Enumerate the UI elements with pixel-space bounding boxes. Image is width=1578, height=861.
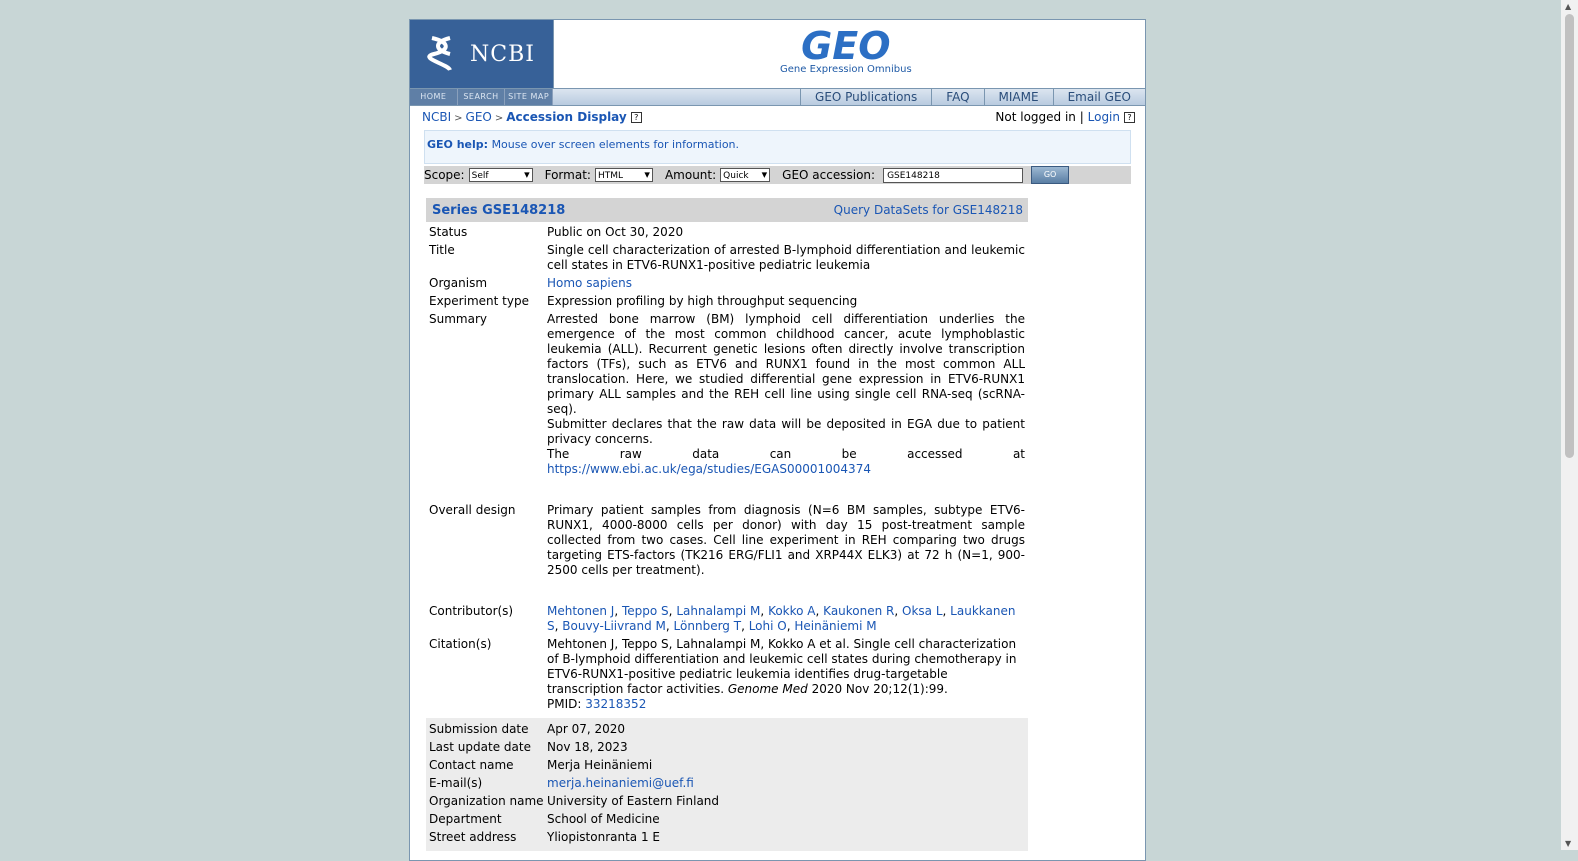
row-summary <box>426 309 1028 500</box>
breadcrumb-sep: > <box>454 113 463 124</box>
summary-value <box>547 312 1025 500</box>
field-label: Street address <box>429 830 517 844</box>
row-department <box>426 809 1028 827</box>
row-submission-date <box>426 719 1028 737</box>
organism-link[interactable]: Homo sapiens <box>547 276 633 290</box>
help-label: GEO help: <box>427 138 489 151</box>
contributors-value: Mehtonen J, Teppo S, Lahnalampi M, Kokko A, Kaukonen R, Oksa L, Laukkanen S, Bouvy-Liivrand M, Lönnberg T, Lohi O, Heinäniemi M <box>547 604 1016 633</box>
nav-site-map[interactable]: SITE MAP <box>505 89 553 105</box>
field-label: E-mail(s) <box>429 776 483 790</box>
field-label: Summary <box>429 312 487 326</box>
citation-text: Mehtonen J, Teppo S, Lahnalampi M, Kokko A et al. Single cell characterization of B-lymphoid differentiation and leukemic cell states during chemotherapy in ETV6-RUNX1-positive pediatric leukemia identifies drug-targetable transcription factor activities. <box>547 637 1017 696</box>
field-label: Citation(s) <box>429 637 492 651</box>
login-status: Not logged in <box>995 110 1076 124</box>
email-link[interactable]: merja.heinaniemi@uef.fi <box>547 776 694 790</box>
contributor-link[interactable]: Kaukonen R <box>823 604 895 618</box>
breadcrumb <box>410 108 1145 126</box>
ncbi-text: NCBI <box>470 41 535 67</box>
row-overall-design <box>426 500 1028 601</box>
summary-paragraph: Arrested bone marrow (BM) lymphoid cell differentiation underlies the emergence of the most common childhood cancer, acute lymphoblastic leukemia (ALL). Recurrent genetic lesions often directly involve transcription factors (TFs), such as ETV6 and RUNX1 found in the most common ALL translocation. Here, we studied differential gene expression in ETV6-RUNX1 primary ALL samples and the REH cell line using single cell RNA-seq (scRNA-seq). <box>547 312 1025 416</box>
field-label: Department <box>429 812 502 826</box>
row-experiment-type <box>426 291 1028 309</box>
contributor-link[interactable]: Oksa L <box>902 604 943 618</box>
field-label: Organization name <box>429 794 544 808</box>
nav-faq[interactable]: FAQ <box>931 89 983 105</box>
nav-bar <box>410 89 1145 106</box>
row-email <box>426 773 1028 791</box>
contributor-link[interactable]: Mehtonen J <box>547 604 615 618</box>
contributor-link[interactable]: Lohi O <box>748 619 787 633</box>
accession-input[interactable]: GSE148218 <box>883 168 1023 183</box>
geo-logo[interactable] <box>780 26 912 75</box>
nav-miame[interactable]: MIAME <box>984 89 1053 105</box>
nav-geo-publications[interactable]: GEO Publications <box>800 89 931 105</box>
geo-logo-subtitle: Gene Expression Omnibus <box>780 64 912 75</box>
contributor-link[interactable]: Laukkanen S <box>547 604 1016 633</box>
field-label: Submission date <box>429 722 529 736</box>
amount-select[interactable]: Quick ▾ <box>720 168 770 182</box>
field-label: Experiment type <box>429 294 529 308</box>
login-help-icon[interactable]: ? <box>1124 112 1135 123</box>
row-title <box>426 240 1028 273</box>
design-text: Primary patient samples from diagnosis (N=6 BM samples, subtype ETV6-RUNX1, 4000-8000 cells per donor) with day 15 post-treatment sample collected from two cases. Cell line experiment in REH comparing two drugs targeting ETS-factors (TK216 ERG/FLI1 and XRP44X ELK3) at 72 h (N=1, 900-2500 cells per treatment). <box>547 503 1025 577</box>
help-icon[interactable]: ? <box>631 112 642 123</box>
breadcrumb-sep: > <box>494 113 504 124</box>
login-link[interactable]: Login <box>1087 110 1120 124</box>
row-organism <box>426 273 1028 291</box>
submission-date-value: Apr 07, 2020 <box>547 722 626 736</box>
geo-logo-text: GEO <box>801 24 891 68</box>
nav-home[interactable]: HOME <box>410 89 458 105</box>
field-label: Last update date <box>429 740 531 754</box>
field-label: Contributor(s) <box>429 604 514 618</box>
contributor-link[interactable]: Lahnalampi M <box>676 604 761 618</box>
breadcrumb-geo[interactable]: GEO <box>465 110 492 124</box>
ncbi-nav <box>410 89 553 105</box>
dna-helix-icon <box>420 32 464 76</box>
format-select[interactable]: HTML ▾ <box>595 168 653 182</box>
citation-value <box>547 637 1025 718</box>
help-text: Mouse over screen elements for information. <box>491 138 740 151</box>
contributor-link[interactable]: Kokko A <box>768 604 816 618</box>
format-label: Format: <box>544 168 591 182</box>
scope-select[interactable]: Self ▾ <box>469 168 533 182</box>
nav-search[interactable]: SEARCH <box>458 89 506 105</box>
ega-link[interactable]: https://www.ebi.ac.uk/ega/studies/EGAS00001004374 <box>547 462 871 476</box>
citation-tail: 2020 Nov 20;12(1):99. <box>811 682 948 696</box>
field-label: Status <box>429 225 468 239</box>
scope-label: Scope: <box>424 168 465 182</box>
scroll-up-icon[interactable]: ▲ <box>1565 2 1572 11</box>
ncbi-logo[interactable] <box>410 20 554 88</box>
field-label: Overall design <box>429 503 516 517</box>
contributor-link[interactable]: Teppo S <box>621 604 669 618</box>
overall-design-value <box>547 503 1025 601</box>
row-street <box>426 827 1028 845</box>
department-value: School of Medicine <box>547 812 660 826</box>
go-button[interactable]: GO <box>1031 166 1069 184</box>
help-box <box>424 130 1131 164</box>
contact-value: Merja Heinäniemi <box>547 758 653 772</box>
login-separator: | <box>1079 110 1084 124</box>
series-table <box>426 198 1028 851</box>
vertical-scrollbar[interactable] <box>1561 0 1578 850</box>
geo-nav <box>800 89 1145 105</box>
query-controls <box>424 166 1131 184</box>
citation-journal: Genome Med <box>727 682 808 696</box>
scrollbar-thumb[interactable] <box>1565 14 1574 458</box>
contributor-link[interactable]: Heinäniemi M <box>794 619 877 633</box>
nav-email-geo[interactable]: Email GEO <box>1053 89 1145 105</box>
row-last-update <box>426 737 1028 755</box>
contributor-link[interactable]: Lönnberg T <box>673 619 742 633</box>
status-value: Public on Oct 30, 2020 <box>547 225 684 239</box>
geo-page <box>409 19 1146 861</box>
field-label: Organism <box>429 276 488 290</box>
series-title: Series GSE148218 <box>432 203 566 218</box>
breadcrumb-ncbi[interactable]: NCBI <box>422 110 452 124</box>
row-status <box>426 222 1028 240</box>
street-value: Yliopistonranta 1 E <box>547 830 660 844</box>
page-title: Accession Display <box>506 110 627 124</box>
contributor-link[interactable]: Bouvy-Liivrand M <box>562 619 666 633</box>
amount-label: Amount: <box>664 168 717 182</box>
last-update-value: Nov 18, 2023 <box>547 740 628 754</box>
query-datasets-link[interactable]: Query DataSets for GSE148218 <box>833 203 1023 217</box>
summary-paragraph: Submitter declares that the raw data will be deposited in EGA due to patient privacy concerns. <box>547 417 1025 446</box>
row-citations <box>426 634 1028 718</box>
series-header <box>426 198 1028 222</box>
submission-info <box>426 718 1028 851</box>
scroll-down-icon[interactable]: ▼ <box>1565 839 1572 848</box>
pmid-label: PMID: <box>547 697 582 711</box>
row-contributors <box>426 601 1028 634</box>
experiment-type-value: Expression profiling by high throughput sequencing <box>547 294 858 308</box>
header <box>410 20 1145 89</box>
field-label: Contact name <box>429 758 514 772</box>
title-value: Single cell characterization of arrested B-lymphoid differentiation and leukemic cell states in ETV6-RUNX1-positive pediatric leukemia <box>547 243 1025 272</box>
row-contact <box>426 755 1028 773</box>
pmid-link[interactable]: 33218352 <box>585 697 647 711</box>
organization-value: University of Eastern Finland <box>547 794 720 808</box>
field-label: Title <box>429 243 455 257</box>
row-organization <box>426 791 1028 809</box>
summary-paragraph: The raw data can be accessed at <box>547 447 1025 461</box>
accession-label: GEO accession: <box>782 168 876 182</box>
